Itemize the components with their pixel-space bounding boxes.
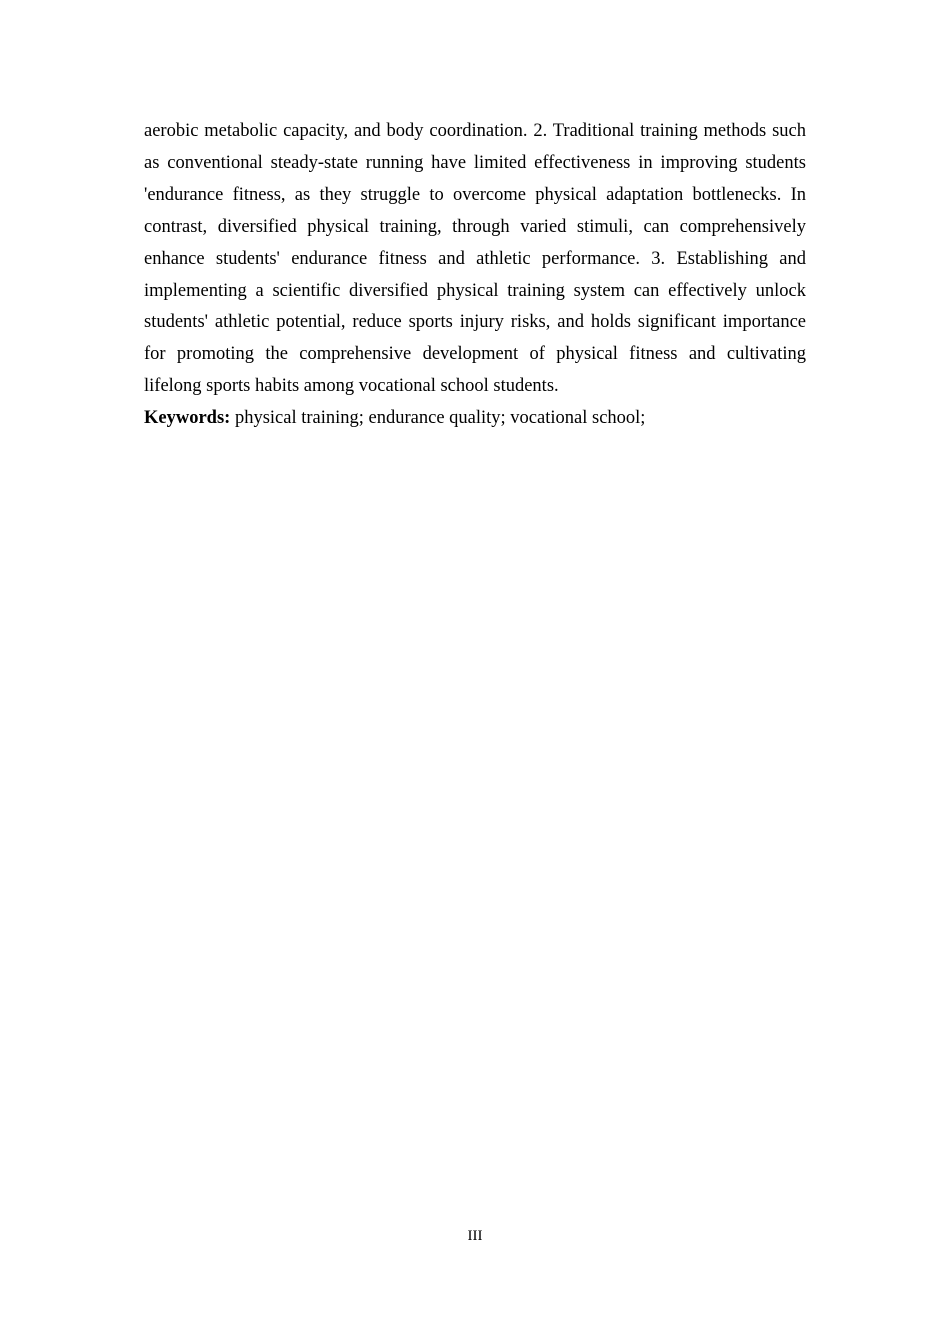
keywords-line — [144, 403, 806, 435]
abstract-paragraph: aerobic metabolic capacity, and body coordination. 2. Traditional training methods such as conventional steady-state running have limited effectiveness in improving students 'endurance fitness, as they struggle to overcome physical adaptation bottlenecks. In contrast, diversified physical training, through varied stimuli, can comprehensively enhance students' endurance fitness and athletic performance. 3. Establishing and implementing a scientific diversified physical training system can effectively unlock students' athletic potential, reduce sports injury risks, and holds significant importance for promoting the comprehensive development of physical fitness and cultivating lifelong sports habits among vocational school students. — [144, 121, 806, 397]
keywords-label: Keywords: — [144, 408, 231, 428]
page-number: III — [467, 1228, 483, 1244]
keywords-value: physical training; endurance quality; vocational school; — [230, 408, 646, 428]
